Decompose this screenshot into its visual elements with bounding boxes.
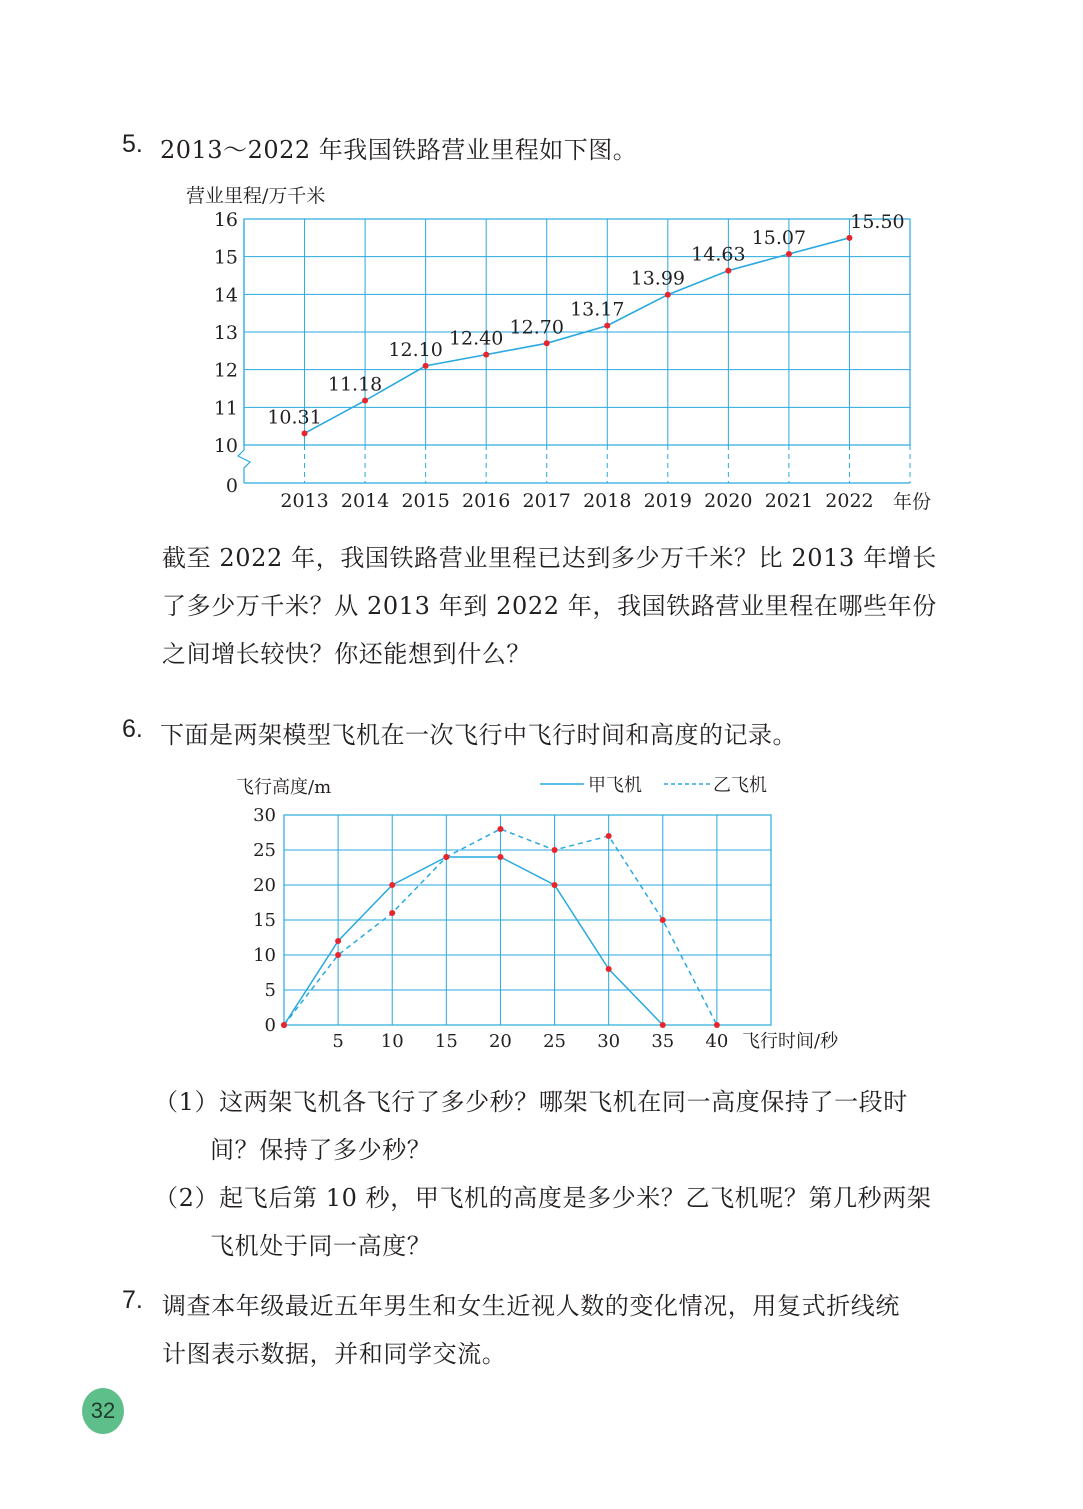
- chart1-xtick-label: 2013: [280, 490, 329, 512]
- chart1-data-label: 14.63: [691, 243, 746, 266]
- chart2-ytick-label: 5: [264, 980, 276, 1001]
- chart1-xtick-label: 2019: [643, 490, 692, 512]
- chart1-data-label: 13.17: [570, 298, 625, 321]
- chart1-point: [423, 363, 429, 369]
- chart1-data-label: 12.70: [509, 316, 564, 339]
- page-number-badge: 32: [82, 1388, 124, 1434]
- chart1-ytick-label: 15: [213, 246, 238, 269]
- chart1-data-label: 15.07: [751, 227, 807, 250]
- chart2-ytick-label: 15: [253, 910, 276, 931]
- chart1-xtick-label: 2015: [401, 490, 450, 512]
- chart2-series-a-line: [284, 857, 663, 1025]
- chart1-point: [483, 352, 489, 358]
- chart1-frame: [244, 219, 910, 445]
- chart2-series-b-line: [284, 829, 717, 1025]
- chart1-xtick-label: 2014: [340, 490, 390, 512]
- chart1-xtick-label: 2020: [704, 490, 753, 512]
- chart1-data-label: 11.18: [327, 373, 383, 396]
- chart2-xtick-label: 15: [434, 1031, 458, 1052]
- q5-body-line-2: 了多少万千米？从 2013 年到 2022 年，我国铁路营业里程在哪些年份: [162, 592, 937, 620]
- chart1-point: [725, 268, 731, 274]
- chart1-ytick-label: 13: [213, 322, 238, 344]
- chart1-xtick-label: 2022: [825, 490, 874, 512]
- chart2-xtick-label: 20: [488, 1031, 512, 1052]
- chart1-xtick-label: 2018: [583, 490, 632, 512]
- chart2-series-b-point: [497, 826, 503, 832]
- chart1-ytick-label: 14: [213, 284, 238, 307]
- chart1-xtick-label: 2016: [462, 490, 511, 512]
- q6-sub1-line-2: 间？保持了多少秒？: [210, 1136, 432, 1164]
- q5-title: 2013～2022 年我国铁路营业里程如下图。: [160, 136, 638, 164]
- chart2-series-b-point: [552, 847, 558, 853]
- q6-sub2-line-2: 飞机处于同一高度？: [210, 1232, 432, 1260]
- chart2-ytick-label: 10: [253, 945, 276, 966]
- chart2-series-a-point: [552, 882, 558, 888]
- chart1-data-label: 10.31: [267, 406, 322, 429]
- chart2-ytick-label: 30: [253, 805, 276, 826]
- chart2-series-a-point: [660, 1022, 666, 1028]
- chart1-point: [665, 292, 671, 298]
- chart2-series-a-point: [335, 938, 341, 944]
- chart1-data-label: 12.10: [388, 338, 443, 361]
- chart2-xtick-label: 40: [705, 1031, 729, 1052]
- chart1-series-line: [305, 238, 850, 433]
- chart2-ytick-label: 0: [264, 1015, 276, 1036]
- chart1-data-label: 15.50: [850, 210, 905, 233]
- chart2-series-b-point: [389, 910, 395, 916]
- chart2-series-b-point: [714, 1022, 720, 1028]
- q5-body-line-3: 之间增长较快？你还能想到什么？: [162, 640, 531, 668]
- chart2-xtick-label: 25: [543, 1031, 567, 1052]
- chart2-series-a-point: [606, 966, 612, 972]
- chart2-legend: [540, 775, 767, 796]
- chart1-xlabel: 年份: [893, 491, 932, 513]
- q6-sub1-line-1: （1）这两架飞机各飞行了多少秒？哪架飞机在同一高度保持了一段时: [154, 1088, 908, 1116]
- chart2-ytick-label: 20: [253, 875, 276, 896]
- chart2-series-a-point: [443, 854, 449, 860]
- chart1-point: [846, 235, 852, 241]
- chart1-point: [544, 340, 550, 346]
- chart2-series-b-point: [606, 833, 612, 839]
- chart1-point: [786, 251, 792, 257]
- chart1-xtick-label: 2017: [522, 490, 571, 512]
- chart1-data-label: 12.40: [448, 327, 504, 350]
- chart1-point: [302, 430, 308, 436]
- q5-body-line-1: 截至 2022 年，我国铁路营业里程已达到多少万千米？比 2013 年增长: [162, 544, 937, 572]
- chart2-xtick-label: 5: [332, 1031, 344, 1052]
- chart2-xtick-label: 30: [597, 1031, 621, 1052]
- chart1-ytick-label: 16: [213, 209, 238, 231]
- chart1-data-label: 13.99: [630, 267, 686, 290]
- q6-sub2-line-1: （2）起飞后第 10 秒，甲飞机的高度是多少米？乙飞机呢？第几秒两架: [154, 1184, 932, 1212]
- legend-series-b: 乙飞机: [713, 775, 767, 796]
- chart1-ytick-label: 10: [213, 435, 238, 457]
- q6-number: 6.: [122, 715, 143, 743]
- q6-title: 下面是两架模型飞机在一次飞行中飞行时间和高度的记录。: [160, 721, 797, 749]
- chart1-ylabel: 营业里程/万千米: [186, 185, 326, 207]
- chart1-ytick-label: 0: [225, 475, 238, 497]
- chart1-axis-break: [238, 450, 250, 483]
- q5-number: 5.: [122, 130, 143, 158]
- chart2-series-a-point: [389, 882, 395, 888]
- chart2-series-b-point: [660, 917, 666, 923]
- chart1-xtick-label: 2021: [764, 490, 814, 512]
- chart1-point: [604, 323, 610, 329]
- chart2-frame: [284, 815, 771, 1025]
- chart2-series-b-point: [443, 854, 449, 860]
- chart2-series-a-point: [497, 854, 503, 860]
- legend-series-a: 甲飞机: [588, 775, 642, 796]
- q7-line-1: 调查本年级最近五年男生和女生近视人数的变化情况，用复式折线统: [162, 1292, 900, 1320]
- chart2-ytick-label: 25: [253, 840, 276, 861]
- chart1-ytick-label: 11: [213, 397, 238, 420]
- chart2-xlabel: 飞行时间/秒: [742, 1031, 839, 1052]
- chart2-series-a-point: [281, 1022, 287, 1028]
- q7-number: 7.: [122, 1286, 143, 1314]
- chart2-xtick-label: 35: [651, 1031, 675, 1052]
- chart2-ylabel: 飞行高度/m: [236, 777, 332, 798]
- chart1-point: [362, 398, 368, 404]
- chart2-series-b-point: [281, 1022, 287, 1028]
- chart2-series-b-point: [335, 952, 341, 958]
- chart1-ytick-label: 12: [213, 359, 238, 382]
- q7-line-2: 计图表示数据，并和同学交流。: [162, 1340, 507, 1368]
- chart2-xtick-label: 10: [380, 1031, 404, 1052]
